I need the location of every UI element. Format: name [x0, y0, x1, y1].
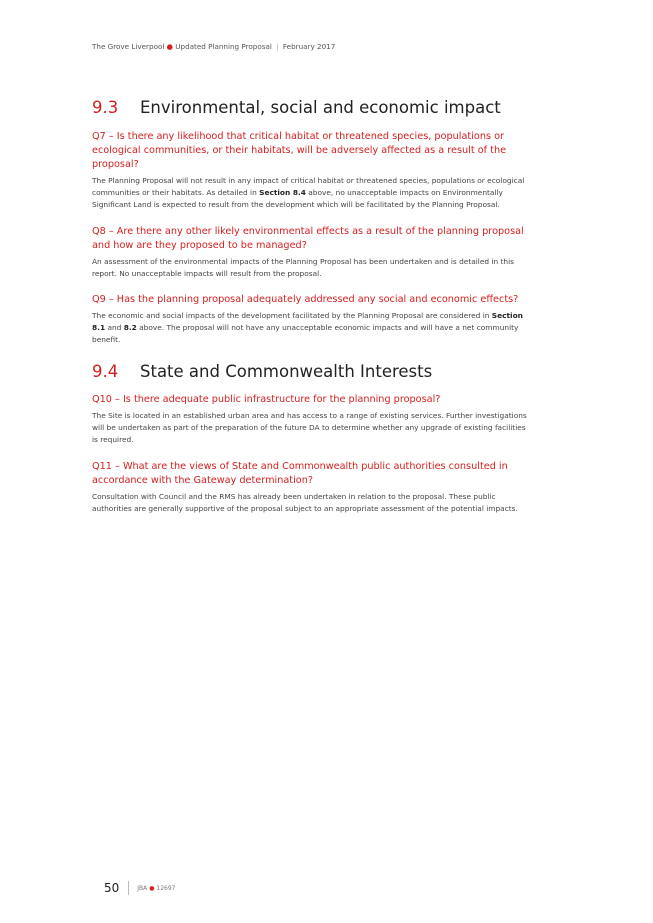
bullet-separator-icon: ●	[149, 884, 155, 892]
question-q10: Q10 – Is there adequate public infrastructure for the planning proposal?	[92, 394, 441, 405]
running-header	[92, 42, 335, 51]
answer-q10	[92, 410, 532, 446]
pipe-separator: |	[276, 42, 279, 51]
answer-text: above. The proposal will not have any unacceptable economic impacts and will have a net community benefit.	[92, 323, 519, 344]
answer-q11	[92, 491, 532, 515]
answer-text: above, no unacceptable impacts on Environmentally Significant Land is expected to result from the development which will be facilitated by the Planning Proposal.	[92, 188, 503, 209]
page-number: 50	[104, 881, 120, 895]
header-doc-title: The Grove Liverpool	[92, 42, 165, 51]
section-heading-9-4	[92, 362, 532, 381]
answer-q9	[92, 310, 532, 346]
answer-q7	[92, 175, 532, 211]
section-number: 9.3	[92, 98, 119, 117]
answer-text: The economic and social impacts of the development facilitated by the Planning Proposal are considered in	[92, 311, 492, 320]
section-heading-9-3	[92, 98, 532, 117]
section-number: 9.4	[92, 362, 119, 381]
header-date: February 2017	[282, 42, 336, 51]
question-q9: Q9 – Has the planning proposal adequately addressed any social and economic effects?	[92, 294, 519, 305]
footer-divider	[128, 881, 129, 895]
footer-org: JBA	[137, 884, 148, 892]
section-reference: Section 8.4	[259, 188, 306, 197]
footer-job-number: 12697	[156, 884, 176, 892]
section-title: Environmental, social and economic impact	[140, 98, 501, 117]
section-reference: 8.2	[123, 323, 137, 332]
answer-text: The Site is located in an established urban area and has access to a range of existing services. Further investigations will be undertaken as part of the preparation of the future DA to determine whether any upgrade of existing facilities is required.	[92, 411, 527, 444]
answer-text: An assessment of the environmental impacts of the Planning Proposal has been undertaken and is detailed in this report. No unacceptable impacts will result from the proposal.	[92, 257, 515, 278]
footer-reference	[137, 885, 175, 892]
bullet-separator-icon: ●	[166, 42, 173, 51]
header-doc-subtitle: Updated Planning Proposal	[175, 42, 272, 51]
answer-q8	[92, 256, 532, 280]
question-q7: Q7 – Is there any likelihood that critical habitat or threatened species, populations or ecological communities, or their habitats, will be adversely affected as a result of the proposal?	[92, 131, 507, 170]
page-footer	[104, 881, 175, 895]
main-content	[92, 98, 532, 515]
section-title: State and Commonwealth Interests	[140, 362, 433, 381]
question-q11: Q11 – What are the views of State and Commonwealth public authorities consulted in accordance with the Gateway determination?	[92, 461, 508, 486]
answer-text: The Planning Proposal will not result in any impact of critical habitat or threatened species, populations or ecological communities or their habitats. As detailed in	[92, 176, 525, 197]
question-q8: Q8 – Are there any other likely environmental effects as a result of the planning proposal and how are they proposed to be managed?	[92, 226, 524, 251]
answer-text: and	[105, 323, 124, 332]
answer-text: Consultation with Council and the RMS has already been undertaken in relation to the proposal. These public authorities are generally supportive of the proposal subject to an appropriate assessment of the potential impacts.	[92, 492, 518, 513]
section-reference: Section 8.1	[92, 311, 523, 332]
